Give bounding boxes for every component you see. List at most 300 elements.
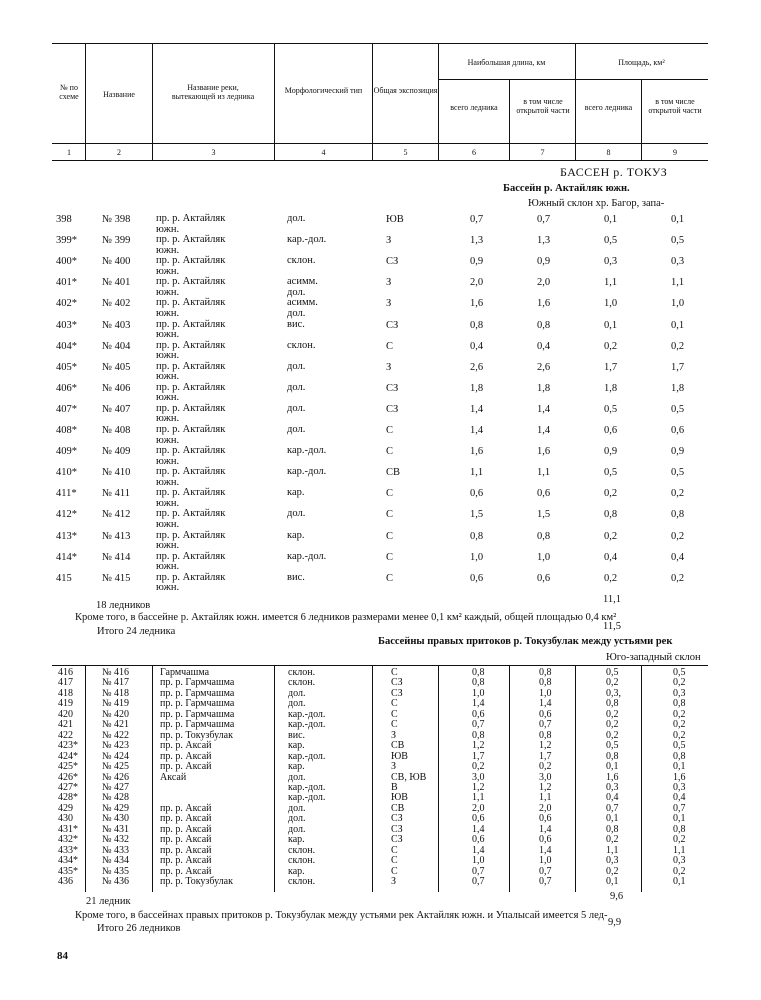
- length-open: 1,3: [537, 235, 551, 247]
- glacier-name: № 412: [102, 509, 131, 521]
- length-open: 1,2: [539, 781, 552, 793]
- area-open: 0,2: [671, 572, 685, 584]
- river-name: пр. р. Актайляк южн.: [156, 550, 226, 573]
- area-total: 0,5: [604, 403, 618, 415]
- glacier-name: № 425: [102, 761, 130, 773]
- length-total: 0,4: [470, 340, 484, 352]
- page-number: 84: [57, 950, 68, 962]
- row-number: 399*: [56, 235, 77, 247]
- row-number: 434*: [58, 855, 78, 867]
- col-divider: [274, 43, 275, 160]
- table-row: [0, 531, 761, 553]
- length-open: 2,0: [537, 277, 551, 289]
- row-number: 413*: [56, 530, 77, 542]
- row-number: 422: [58, 729, 73, 741]
- table-row: [0, 298, 761, 320]
- section1-note: Кроме того, в бассейне р. Актайляк южн. имеется 6 ледников размерами менее 0,1 км² каждый, общей площадью 0,4 км²: [75, 612, 617, 623]
- row-number: 409*: [56, 446, 77, 458]
- morph-type: вис.: [288, 729, 306, 741]
- river-name: пр. р. Актайляк южн.: [156, 234, 226, 256]
- morph-type: кар.: [288, 761, 305, 773]
- length-open: 0,6: [539, 813, 552, 825]
- section2-note: Кроме того, в бассейнах правых притоков р. Токузбулак между устьями рек Актайляк южн. и Упалысай имеется 5 лед-: [75, 910, 608, 921]
- river-name: пр. р. Актайляк южн.: [156, 255, 226, 277]
- area-total: 0,5: [604, 235, 618, 247]
- exposition: З: [386, 298, 392, 310]
- morph-type: дол.: [288, 771, 306, 783]
- glacier-name: № 418: [102, 687, 130, 699]
- row-number: 429: [58, 802, 73, 814]
- glacier-name: № 411: [102, 488, 131, 500]
- area-open: 0,1: [671, 214, 685, 225]
- area-open: 0,9: [671, 446, 685, 458]
- row-number: 435*: [58, 865, 78, 877]
- exposition: ЮВ: [391, 792, 408, 804]
- river-name: пр. р. Актайляк южн.: [156, 529, 226, 551]
- table-row: [0, 383, 761, 405]
- area-total: 1,1: [604, 277, 618, 289]
- glacier-name: № 402: [102, 298, 131, 310]
- exposition: СВ: [386, 467, 401, 479]
- exposition: ЮВ: [386, 214, 404, 225]
- glacier-name: № 404: [102, 340, 131, 352]
- morph-type: дол.: [288, 687, 306, 699]
- glacier-name: № 419: [102, 698, 130, 710]
- table-row: [0, 509, 761, 531]
- length-open: 0,8: [537, 530, 551, 542]
- col-number: 2: [117, 148, 121, 157]
- river-name: пр. р. Аксай: [160, 865, 212, 877]
- glacier-name: № 421: [102, 719, 130, 731]
- length-total: 1,4: [470, 403, 484, 415]
- row-number: 423*: [58, 740, 78, 752]
- length-total: 0,8: [472, 729, 485, 741]
- morph-type: склон.: [287, 339, 316, 351]
- table-row: [0, 320, 761, 342]
- river-name: пр. р. Актайляк южн.: [156, 360, 226, 383]
- river-name: пр. р. Аксай: [160, 740, 212, 752]
- glacier-name: № 413: [102, 530, 131, 542]
- area-total: 0,2: [604, 340, 618, 352]
- length-open: 0,8: [539, 677, 552, 689]
- length-total: 0,8: [472, 677, 485, 689]
- row-number: 408*: [56, 425, 77, 436]
- river-name: пр. р. Актайляк южн.: [156, 571, 226, 594]
- area-open: 0,8: [673, 823, 686, 835]
- river-name: пр. р. Актайляк южн.: [156, 402, 226, 425]
- glacier-name: № 433: [102, 844, 130, 856]
- morph-type: кар.: [288, 740, 305, 752]
- col-number: 5: [403, 148, 408, 157]
- table-row: [0, 235, 761, 257]
- row-number: 430: [58, 813, 73, 825]
- exposition: З: [386, 277, 392, 289]
- row-number: 401*: [56, 277, 77, 289]
- section2-total: Итого 26 ледников: [97, 923, 181, 934]
- table-row: [0, 488, 761, 510]
- row-number: 400*: [56, 256, 77, 268]
- area-total: 0,3: [606, 855, 619, 867]
- table-row: [0, 762, 761, 772]
- section2-top-rule: [52, 665, 708, 666]
- length-open: 1,5: [537, 509, 551, 521]
- table-row: [0, 877, 761, 887]
- area-open: 0,1: [671, 319, 685, 331]
- length-open: 0,7: [539, 865, 552, 877]
- area-open: 0,7: [673, 802, 686, 814]
- exposition: З: [391, 876, 397, 887]
- row-number: 415: [56, 572, 72, 584]
- area-total: 0,4: [604, 551, 618, 563]
- river-name: пр. р. Гармчашма: [160, 708, 235, 720]
- length-total: 0,2: [472, 761, 485, 773]
- area-total: 0,1: [606, 876, 619, 887]
- morph-type: вис.: [287, 318, 305, 330]
- table-row: [0, 552, 761, 574]
- table-row: [0, 341, 761, 363]
- row-number: 425*: [58, 761, 78, 773]
- col-number: 8: [606, 148, 611, 157]
- glacier-name: № 423: [102, 740, 130, 752]
- length-total: 1,6: [470, 298, 484, 310]
- col-divider: [152, 43, 153, 160]
- table-row: [0, 277, 761, 299]
- glacier-name: № 405: [102, 361, 131, 373]
- length-open: 0,8: [539, 729, 552, 741]
- header-mid-rule: [438, 79, 708, 80]
- length-open: 0,7: [539, 719, 552, 731]
- exposition: С: [391, 698, 398, 710]
- area-open: 1,0: [671, 298, 685, 310]
- glacier-name: № 400: [102, 256, 131, 268]
- river-name: пр. р. Актайляк южн.: [156, 424, 226, 446]
- length-total: 1,7: [472, 750, 485, 762]
- glacier-name: № 409: [102, 446, 131, 458]
- length-total: 1,2: [472, 740, 485, 752]
- row-number: 398: [56, 214, 72, 225]
- exposition: С: [391, 865, 398, 877]
- row-number: 436: [58, 876, 73, 887]
- exposition: СВ: [391, 740, 405, 752]
- glacier-name: № 420: [102, 708, 130, 720]
- exposition: В: [391, 781, 398, 793]
- col9-header: в том числе открытой части: [648, 97, 702, 115]
- length-open: 1,4: [539, 823, 552, 835]
- morph-type: дол.: [287, 402, 306, 414]
- row-number: 404*: [56, 340, 77, 352]
- col-divider: [85, 43, 86, 160]
- section2-count: 21 ледник: [86, 896, 131, 907]
- basin-title: БАССЕН р. ТОКУЗ: [560, 165, 668, 179]
- area-total: 0,2: [604, 530, 618, 542]
- area-open: 1,6: [673, 771, 686, 783]
- table-row: [0, 835, 761, 845]
- river-name: пр. р. Аксай: [160, 813, 212, 825]
- length-open: 0,6: [537, 488, 551, 500]
- exposition: СВ: [391, 802, 405, 814]
- river-name: пр. р. Актайляк южн.: [156, 381, 226, 404]
- glacier-name: № 431: [102, 823, 130, 835]
- exposition: СЗ: [391, 834, 403, 846]
- area-open: 0,8: [673, 698, 686, 710]
- row-number: 428*: [58, 792, 78, 804]
- glacier-name: № 436: [102, 876, 130, 887]
- area-total: 0,7: [606, 802, 619, 814]
- length-open: 1,7: [539, 750, 552, 762]
- col-number: 4: [321, 148, 326, 157]
- area-open: 0,5: [671, 235, 685, 247]
- exposition: СЗ: [386, 382, 399, 394]
- area-total: 0,8: [606, 698, 619, 710]
- morph-type: дол.: [287, 508, 306, 520]
- length-open: 1,6: [537, 298, 551, 310]
- length-total: 1,0: [472, 855, 485, 867]
- length-open: 1,8: [537, 382, 551, 394]
- river-name: Гармчашма: [160, 667, 210, 678]
- length-open: 1,4: [539, 698, 552, 710]
- river-name: пр. р. Актайляк южн.: [156, 466, 226, 488]
- subbasin2-title: Бассейны правых притоков р. Токузбулак между устьями рек: [378, 636, 673, 647]
- length-total: 3,0: [472, 771, 485, 783]
- section2-sum: 9,6: [610, 891, 624, 902]
- area-total: 0,2: [606, 865, 619, 877]
- table-row: [0, 573, 761, 595]
- row-number: 419: [58, 698, 73, 710]
- area-open: 0,8: [673, 750, 686, 762]
- glacier-name: № 435: [102, 865, 130, 877]
- length-total: 1,1: [470, 467, 484, 479]
- river-name: пр. р. Актайляк южн.: [156, 297, 226, 319]
- area-open: 0,3: [671, 256, 685, 268]
- length-total: 1,4: [472, 823, 485, 835]
- length-total: 0,6: [472, 834, 485, 846]
- area-open: 0,1: [673, 761, 686, 773]
- exposition: С: [391, 855, 398, 867]
- area-open: 1,1: [671, 277, 685, 289]
- morph-type: склон.: [288, 876, 316, 887]
- morph-type: дол.: [287, 381, 306, 393]
- table-row: [0, 256, 761, 278]
- slope-title: Южный склон хр. Багор, запа-: [528, 198, 665, 209]
- length-open: 0,7: [537, 214, 551, 225]
- area-total: 0,2: [604, 572, 618, 584]
- area-total: 1,7: [604, 361, 618, 373]
- exposition: ЮВ: [391, 750, 408, 762]
- glacier-name: № 424: [102, 750, 130, 762]
- section2-total-area: 9,9: [608, 917, 622, 928]
- area-total: 0,2: [606, 719, 619, 731]
- river-name: пр. р. Актайляк южн.: [156, 276, 226, 298]
- length-total: 0,6: [470, 572, 484, 584]
- row-number: 431*: [58, 823, 78, 835]
- area-group-header: Площадь, км²: [618, 58, 665, 67]
- morph-type: дол.: [288, 802, 306, 814]
- table-row: [0, 678, 761, 688]
- row-number: 407*: [56, 403, 77, 415]
- col-number: 3: [211, 148, 216, 157]
- table-row: [0, 699, 761, 709]
- exposition: З: [391, 761, 397, 773]
- length-total: 1,4: [472, 844, 485, 856]
- river-name: пр. р. Аксай: [160, 761, 212, 773]
- river-name: пр. р. Гармчашма: [160, 677, 235, 689]
- area-open: 0,3: [673, 687, 686, 699]
- row-number: 403*: [56, 319, 77, 331]
- morph-type: склон.: [288, 855, 316, 867]
- exposition: С: [391, 719, 398, 731]
- length-total: 1,1: [472, 792, 485, 804]
- area-total: 1,6: [606, 771, 619, 783]
- river-name: пр. р. Актайляк южн.: [156, 318, 226, 340]
- row-number: 424*: [58, 750, 78, 762]
- length-open: 1,4: [537, 403, 551, 415]
- length-open: 1,6: [537, 446, 551, 458]
- length-total: 1,2: [472, 781, 485, 793]
- river-name: пр. р. Актайляк южн.: [156, 213, 226, 235]
- length-total: 1,8: [470, 382, 484, 394]
- area-total: 0,3: [606, 781, 619, 793]
- length-total: 0,8: [472, 667, 485, 678]
- row-number: 418: [58, 687, 73, 699]
- glacier-name: № 432: [102, 834, 130, 846]
- length-open: 0,7: [539, 876, 552, 887]
- length-total: 0,6: [472, 708, 485, 720]
- area-total: 0,1: [606, 813, 619, 825]
- row-number: 406*: [56, 382, 77, 394]
- area-open: 0,2: [673, 708, 686, 720]
- morph-type: кар.-дол.: [288, 781, 326, 793]
- exposition: С: [386, 340, 394, 352]
- exposition: СВ, ЮВ: [391, 771, 427, 783]
- glacier-name: № 407: [102, 403, 131, 415]
- length-open: 2,0: [539, 802, 552, 814]
- area-open: 0,5: [673, 740, 686, 752]
- col-number: 9: [673, 148, 677, 157]
- table-row: [0, 362, 761, 384]
- length-total: 0,7: [470, 214, 484, 225]
- row-number: 421: [58, 719, 73, 731]
- glacier-name: № 417: [102, 677, 130, 689]
- river-name: пр. р. Гармчашма: [160, 719, 235, 731]
- morph-type: дол.: [287, 360, 306, 372]
- length-open: 0,8: [539, 667, 552, 678]
- river-name: пр. р. Токузбулак: [160, 876, 233, 887]
- table-row: [0, 404, 761, 426]
- area-total: 0,1: [604, 214, 618, 225]
- area-total: 0,4: [606, 792, 619, 804]
- col7-header: в том числе открытой части: [516, 97, 570, 115]
- area-open: 0,5: [673, 667, 686, 678]
- length-total: 2,0: [470, 277, 484, 289]
- table-row: [0, 214, 761, 236]
- area-open: 0,2: [673, 729, 686, 741]
- area-open: 0,4: [673, 792, 686, 804]
- area-total: 1,0: [604, 298, 618, 310]
- table-row: [0, 856, 761, 866]
- river-name: пр. р. Аксай: [160, 855, 212, 867]
- area-open: 0,5: [671, 403, 685, 415]
- morph-type: кар.-дол.: [288, 750, 326, 762]
- length-total: 1,5: [470, 509, 484, 521]
- area-open: 1,8: [671, 382, 685, 394]
- row-number: 417: [58, 677, 73, 689]
- morph-type: склон.: [287, 255, 316, 267]
- row-number: 432*: [58, 834, 78, 846]
- glacier-name: № 430: [102, 813, 130, 825]
- exposition: С: [391, 667, 398, 678]
- col6-header: всего ледника: [450, 103, 498, 112]
- area-open: 0,6: [671, 425, 685, 436]
- length-total: 1,4: [472, 698, 485, 710]
- area-open: 0,1: [673, 876, 686, 887]
- morph-type: вис.: [287, 571, 305, 583]
- exposition: СЗ: [386, 256, 399, 268]
- col2-header: Название: [103, 90, 135, 99]
- morph-type: кар.: [288, 834, 305, 846]
- morph-type: дол.: [287, 424, 306, 435]
- area-open: 1,1: [673, 844, 686, 856]
- exposition: З: [391, 729, 397, 741]
- morph-type: асимм. дол.: [287, 276, 318, 298]
- river-name: пр. р. Аксай: [160, 802, 212, 814]
- river-name: пр. р. Аксай: [160, 823, 212, 835]
- morph-type: кар.: [288, 865, 305, 877]
- length-open: 2,6: [537, 361, 551, 373]
- area-total: 0,8: [606, 823, 619, 835]
- exposition: СЗ: [386, 403, 399, 415]
- glacier-name: № 398: [102, 214, 131, 225]
- morph-type: кар.-дол.: [288, 719, 326, 731]
- row-number: 433*: [58, 844, 78, 856]
- area-total: 0,3: [604, 256, 618, 268]
- row-number: 427*: [58, 781, 78, 793]
- table-row: [0, 467, 761, 489]
- slope2-title: Юго-западный склон: [606, 652, 701, 663]
- area-open: 0,2: [671, 340, 685, 352]
- area-total: 0,2: [604, 488, 618, 500]
- section1-total-area: 11,5: [603, 621, 621, 632]
- glacier-name: № 414: [102, 551, 131, 563]
- table-row: [0, 793, 761, 803]
- col5-header: Общая экспозиция: [373, 86, 438, 95]
- table-row: [0, 773, 761, 783]
- morph-type: кар.-дол.: [287, 234, 327, 246]
- col1-header: № по схеме: [59, 83, 79, 101]
- length-total: 0,8: [470, 530, 484, 542]
- exposition: СЗ: [391, 813, 403, 825]
- row-number: 420: [58, 708, 73, 720]
- area-open: 0,2: [673, 677, 686, 689]
- river-name: пр. р. Гармчашма: [160, 698, 235, 710]
- river-name: пр. р. Аксай: [160, 750, 212, 762]
- length-total: 1,3: [470, 235, 484, 247]
- area-total: 0,2: [606, 677, 619, 689]
- area-total: 0,1: [606, 761, 619, 773]
- table-row: [0, 741, 761, 751]
- area-open: 0,2: [673, 834, 686, 846]
- length-total: 0,7: [472, 876, 485, 887]
- glacier-name: № 434: [102, 855, 130, 867]
- col8-header: всего ледника: [584, 103, 633, 112]
- length-total: 1,0: [472, 687, 485, 699]
- morph-type: асимм. дол.: [287, 297, 318, 319]
- row-number: 426*: [58, 771, 78, 783]
- glacier-name: № 416: [102, 667, 130, 678]
- row-number: 411*: [56, 488, 77, 500]
- exposition: СЗ: [386, 319, 399, 331]
- exposition: С: [386, 509, 394, 521]
- glacier-name: № 422: [102, 729, 130, 741]
